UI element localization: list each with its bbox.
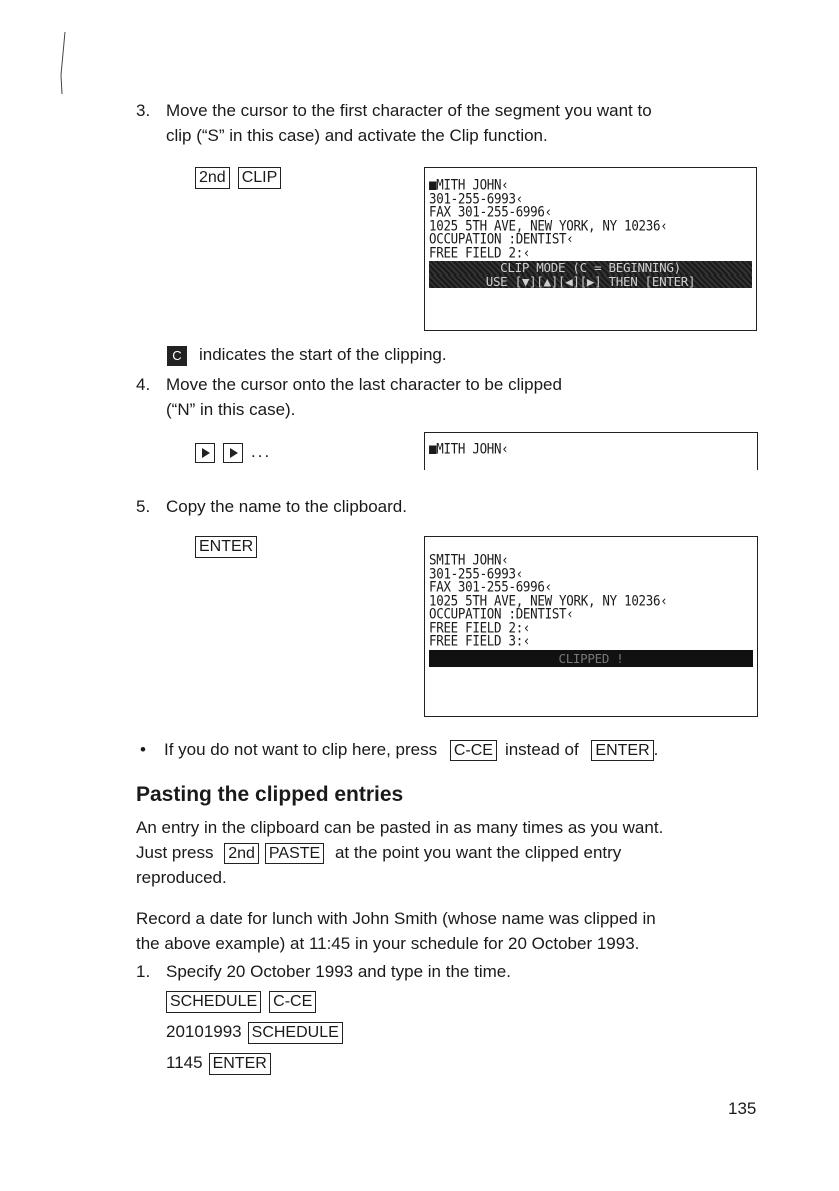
bullet-note bbox=[140, 738, 658, 762]
key-paste: PASTE bbox=[265, 843, 324, 864]
right-arrow-key-icon bbox=[195, 443, 215, 463]
key-2nd: 2nd bbox=[195, 167, 230, 189]
step3 bbox=[136, 98, 652, 148]
lcd3-line: SMITH JOHN‹ bbox=[429, 550, 509, 569]
step1-text: Specify 20 October 1993 and type in the time. bbox=[166, 962, 511, 981]
lcd3-line: FREE FIELD 3:‹ bbox=[429, 631, 531, 650]
key-clip: CLIP bbox=[238, 167, 282, 189]
step4-ellipsis: ... bbox=[251, 442, 272, 461]
lcd-screen-clip-mode bbox=[424, 167, 757, 331]
lcd3-line: 301-255-6993‹ bbox=[429, 564, 523, 582]
paste-line3: reproduced. bbox=[136, 868, 227, 887]
key-enter: ENTER bbox=[591, 740, 653, 761]
key-enter: ENTER bbox=[209, 1053, 271, 1075]
bullet-text-3: . bbox=[653, 740, 659, 759]
key-2nd: 2nd bbox=[224, 843, 259, 864]
bullet-text-2: instead of bbox=[504, 740, 579, 759]
lcd-screen-selection bbox=[424, 432, 758, 470]
page-number: 135 bbox=[728, 1099, 757, 1118]
step4-line1: Move the cursor onto the last character to be clipped bbox=[166, 375, 562, 394]
step1-row3 bbox=[166, 1051, 279, 1075]
paste-paragraph bbox=[136, 815, 663, 890]
step1-row1 bbox=[166, 989, 324, 1013]
clip-start-marker-icon: C bbox=[167, 346, 187, 366]
margin-pencil-mark bbox=[55, 30, 69, 100]
step3-line1: Move the cursor to the first character of the segment you want to bbox=[166, 101, 652, 120]
step5-text: Copy the name to the clipboard. bbox=[166, 497, 407, 516]
step5-number: 5. bbox=[136, 497, 151, 516]
step4-line2: (“N” in this case). bbox=[166, 400, 296, 419]
step1-row2 bbox=[166, 1020, 351, 1044]
step1-time-input: 1145 bbox=[166, 1053, 203, 1072]
step1 bbox=[136, 959, 511, 984]
lcd3-line: 1025 5TH AVE, NEW YORK, NY 10236‹ bbox=[429, 591, 668, 609]
paste-line2-post: at the point you want the clipped entry bbox=[334, 843, 622, 862]
lcd3-status: CLIPPED ! bbox=[429, 650, 753, 667]
step1-date-input: 20101993 bbox=[166, 1022, 242, 1041]
bullet-dot: • bbox=[140, 740, 146, 759]
step3-keys bbox=[195, 167, 289, 189]
key-enter: ENTER bbox=[195, 536, 257, 558]
paste-line2-pre: Just press bbox=[136, 843, 214, 862]
lcd1-status-2: USE [▼][▲][◀][▶] THEN [ENTER] bbox=[429, 275, 752, 289]
lcd1-line: 301-255-6993‹ bbox=[429, 189, 523, 207]
lcd1-line: ■MITH JOHN‹ bbox=[429, 175, 509, 194]
key-c-ce: C-CE bbox=[450, 740, 497, 761]
lcd3-line: OCCUPATION :DENTIST‹ bbox=[429, 604, 574, 623]
section-heading: Pasting the clipped entries bbox=[136, 783, 404, 806]
lcd1-line: FAX 301-255-6996‹ bbox=[429, 202, 552, 221]
step3-line2: clip (“S” in this case) and activate the Clip function. bbox=[166, 126, 548, 145]
lcd3-line: FREE FIELD 2:‹ bbox=[429, 618, 531, 636]
lcd1-line: 1025 5TH AVE, NEW YORK, NY 10236‹ bbox=[429, 216, 668, 234]
lcd3-line: FAX 301-255-6996‹ bbox=[429, 577, 552, 596]
lcd1-status-1: CLIP MODE (C = BEGINNING) bbox=[429, 261, 752, 275]
example-line2: the above example) at 11:45 in your schedule for 20 October 1993. bbox=[136, 934, 640, 953]
step4-number: 4. bbox=[136, 375, 151, 394]
step4 bbox=[136, 372, 562, 422]
key-c-ce: C-CE bbox=[269, 991, 316, 1013]
key-schedule: SCHEDULE bbox=[248, 1022, 343, 1044]
step1-number: 1. bbox=[136, 962, 151, 981]
example-line1: Record a date for lunch with John Smith (whose name was clipped in bbox=[136, 909, 656, 928]
lcd1-line: FREE FIELD 2:‹ bbox=[429, 243, 531, 261]
clip-start-note-text: indicates the start of the clipping. bbox=[199, 345, 447, 364]
lcd2-line: ■MITH JOHN‹ bbox=[429, 439, 509, 458]
lcd1-line: OCCUPATION :DENTIST‹ bbox=[429, 229, 574, 248]
clip-start-note bbox=[167, 344, 447, 366]
lcd-screen-clipped bbox=[424, 536, 758, 717]
step5 bbox=[136, 494, 407, 519]
example-paragraph bbox=[136, 906, 656, 956]
step4-keys bbox=[195, 441, 271, 463]
key-schedule: SCHEDULE bbox=[166, 991, 261, 1013]
paste-line1: An entry in the clipboard can be pasted in as many times as you want. bbox=[136, 818, 664, 837]
bullet-text-1: If you do not want to clip here, press bbox=[164, 740, 438, 759]
right-arrow-key-icon bbox=[223, 443, 243, 463]
step3-number: 3. bbox=[136, 101, 151, 120]
step5-keys bbox=[195, 536, 265, 558]
